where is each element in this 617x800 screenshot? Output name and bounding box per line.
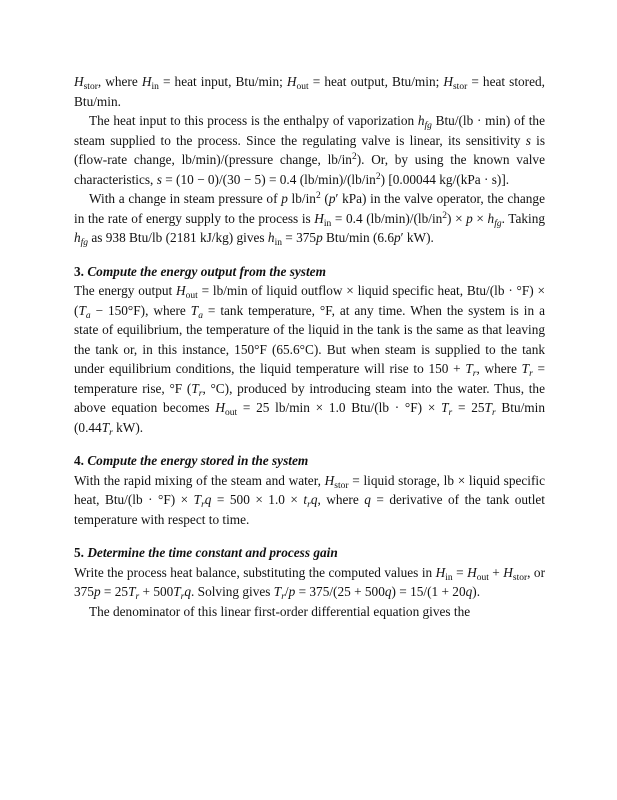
section-title: Determine the time constant and process gain xyxy=(87,545,338,560)
section-number: 5. xyxy=(74,545,84,560)
section-heading xyxy=(74,543,545,563)
paragraph: The energy output $H_{out} = lb/\min$ of liquid outflow × liquid specific heat, $Btu/(lb \cdot ^\circ F) \times (T_a - 150^\circ F)$, where $T_a = \tan k$ temperature, °F, at any time. When the system is in a state of equilibrium, the temperature of the liquid in the tank is the same as that leaving the tank or, in this instance, 150°F (65.6°C). But when steam is supplied to the tank under equilibrium conditions, the liquid temperature will rise to $150 + T_r$, where $T_r$ = temperature rise, °F ($T_r$, °C), produced by introducing steam into the water. Thus, the above equation becomes $H_{out} = 25$ lb/min × 1.0 $Btu/(lb \cdot ^\circ F) \times T_r = 25T_r$ Btu/min ($0.44T_r$ kW). xyxy=(74,283,545,438)
section-heading xyxy=(74,451,545,471)
paragraph: The denominator of this linear first-order differential equation gives the xyxy=(89,603,471,619)
paragraph: With a change in steam pressure of p $lb/in^2$ (p′ kPa) in the valve operator, the change in the rate of energy supply to the process is $H_{in} = 0.4$ $(lb/\min)/(lb/in^2) \times p \times h_{fg}$. Taking $h_{fg}$ as 938 Btu/lb (2181 kJ/kg) gives $h_{in} = 375p$ Btu/min (6.6p′ kW). xyxy=(74,191,545,248)
paragraph: $H_{stor}$, where $H_{in}$ = heat input, Btu/min; $H_{out}$ = heat output, Btu/min; $H_{stor}$ = heat stored, Btu/min. xyxy=(74,74,545,109)
section-number: 4. xyxy=(74,453,84,468)
document-page xyxy=(74,72,545,621)
section-title: Compute the energy output from the system xyxy=(87,263,326,279)
paragraph: Write the process heat balance, substituting the computed values in $H_{in} = H_{out} + H_{stor}$, or $375p = 25T_r + 500T_rq$. Solving gives $T_r/p = 375/(25 + 500q) = 15/(1 + 20q)$. xyxy=(74,564,545,602)
section-title: Compute the energy stored in the system xyxy=(87,453,309,468)
section-number: 3. xyxy=(74,263,84,279)
paragraph: With the rapid mixing of the steam and water, $H_{stor}$ = liquid storage, lb × liquid specific heat, $Btu/(lb \cdot ^\circ F) \times T_rq = 500 \times 1.0 \times t_rq$, where q = derivative of the tank outlet temperature with respect to time. xyxy=(74,472,546,527)
section-heading xyxy=(74,262,545,282)
paragraph: The heat input to this process is the enthalpy of vaporization $h_{fg}$ Btu/(lb · min) of the steam supplied to the process. Since the regulating valve is linear, its sensitivity s is (flow-rate change, lb/min)/(pressure change, $lb/in^2$). Or, by using the known valve characteristics, s = (10 − 0)/(30 − 5) = 0.4 $(lb/\min)/(lb/in^2)$ [0.00044 kg/(kPa · s)]. xyxy=(74,113,545,187)
